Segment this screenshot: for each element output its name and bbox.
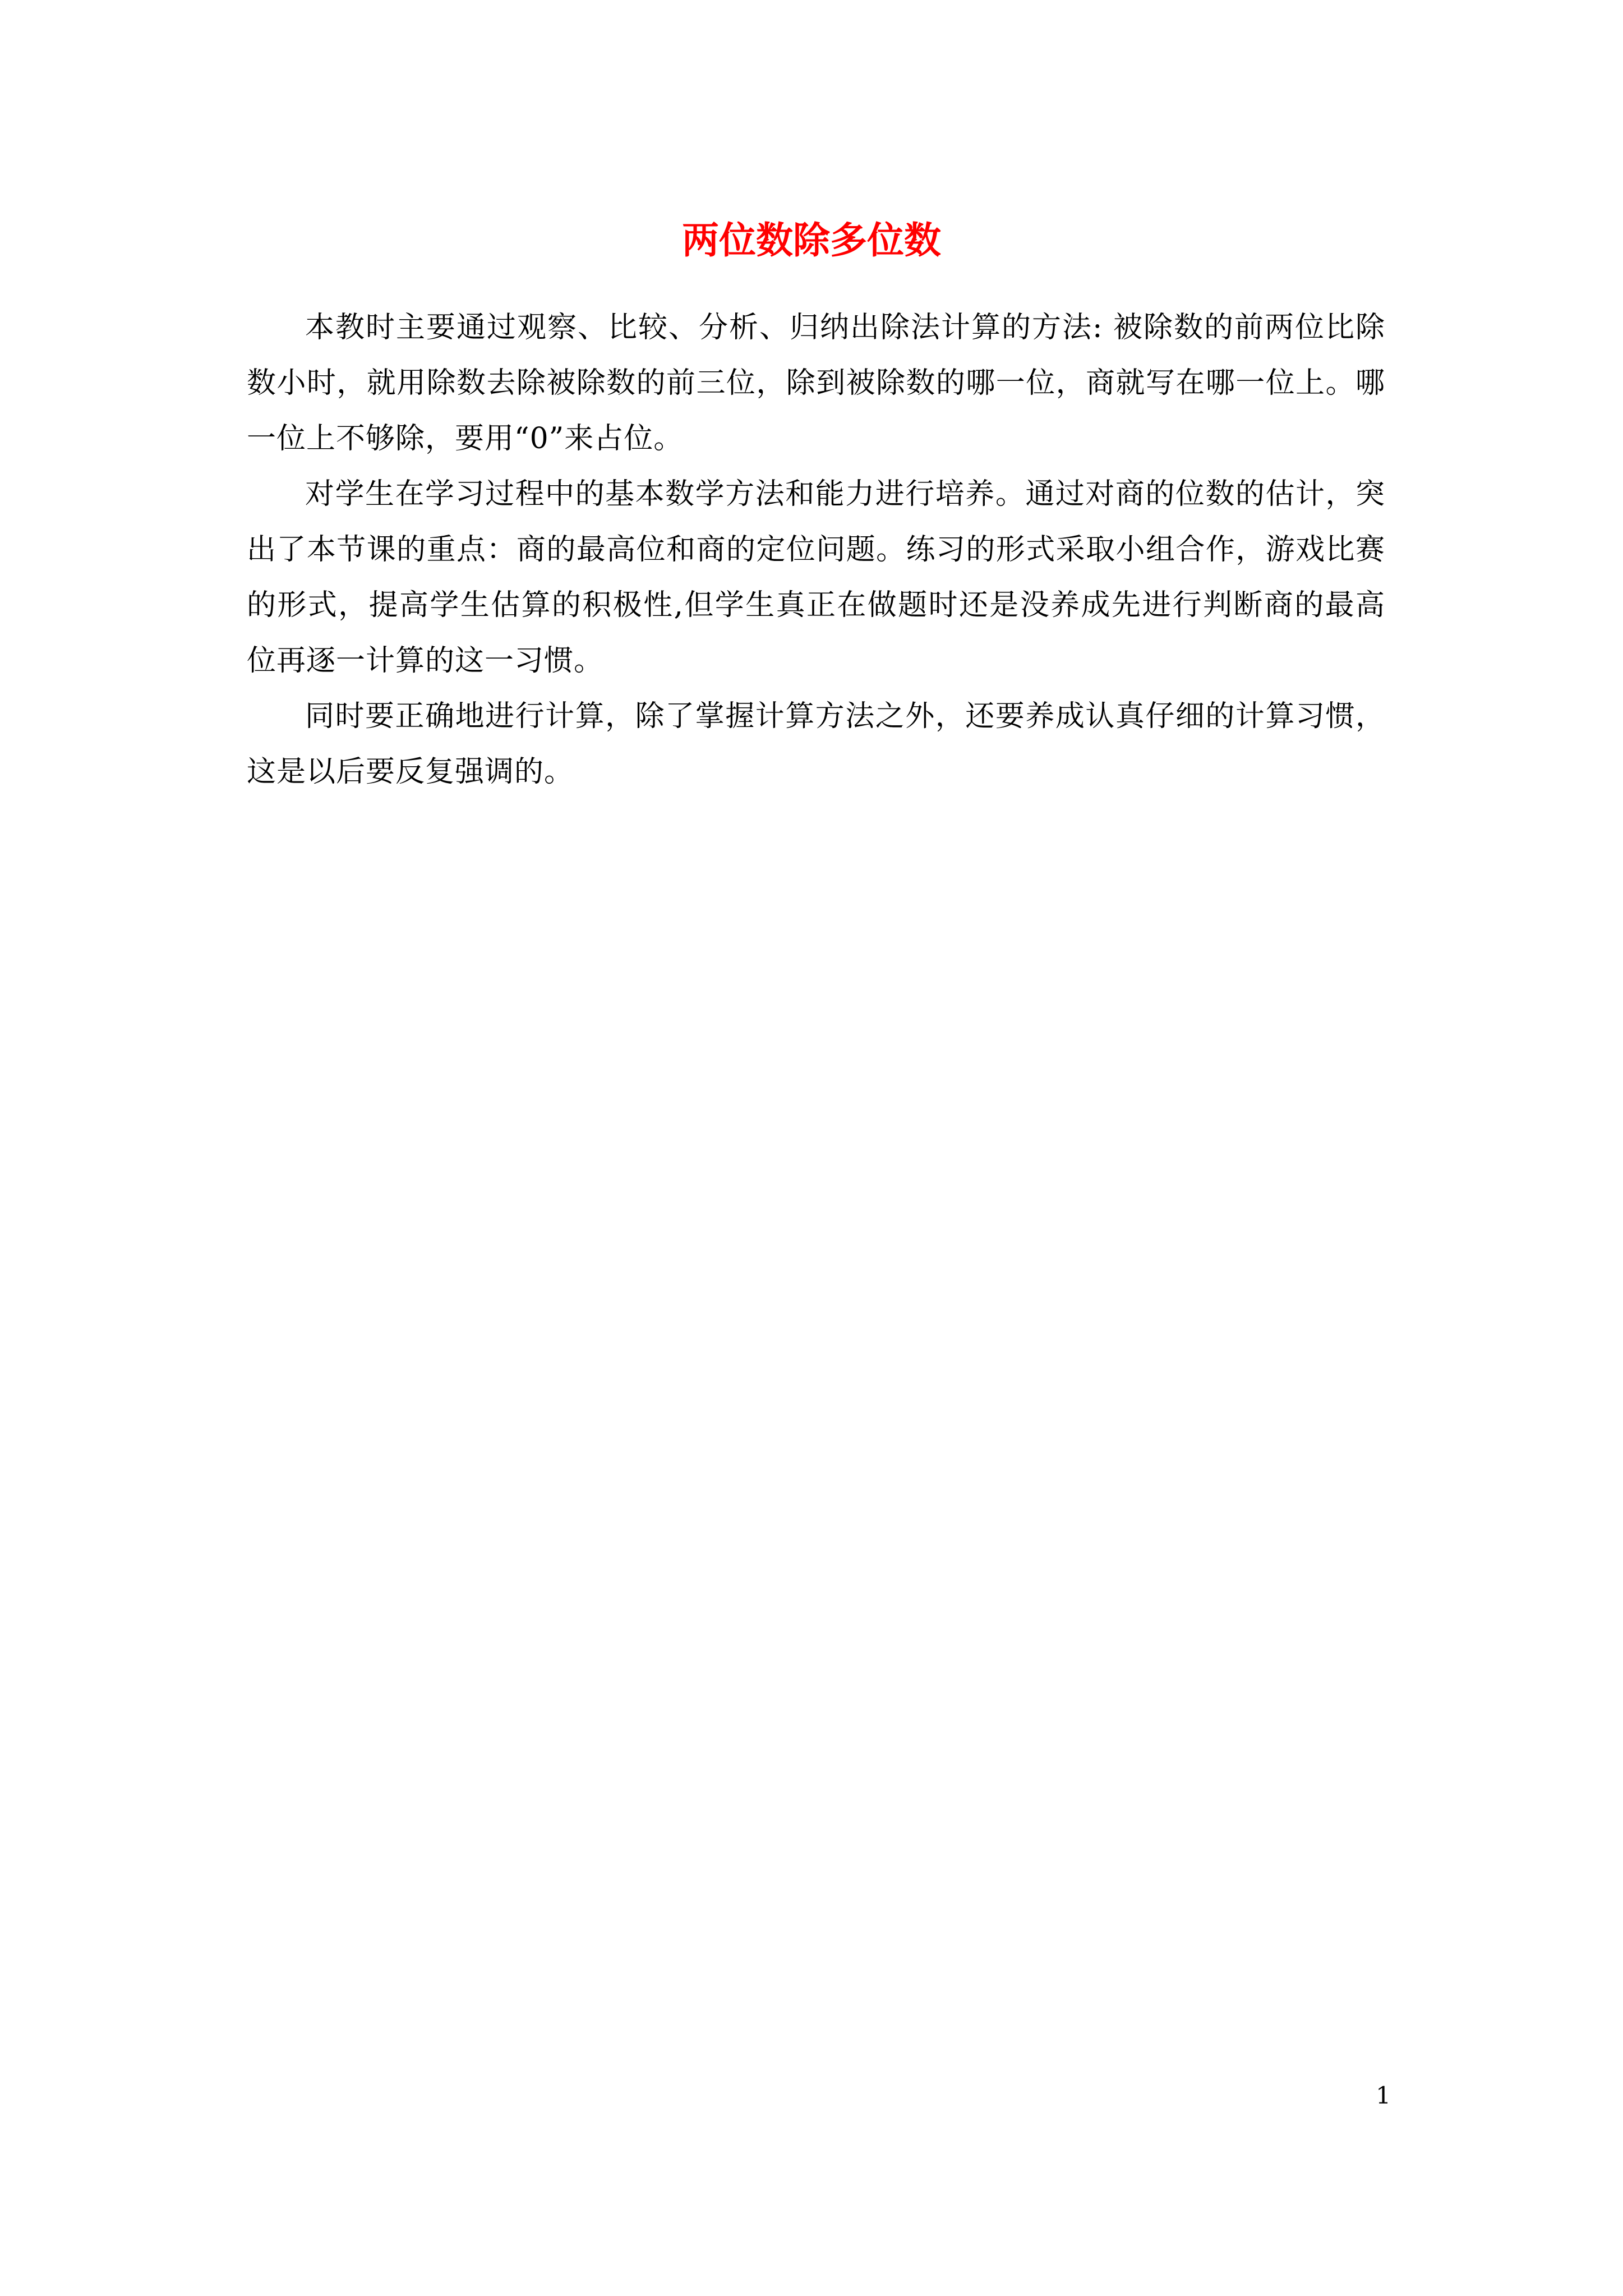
paragraph-2: 对学生在学习过程中的基本数学方法和能力进行培养。通过对商的位数的估计，突出了本节课的重点：商的最高位和商的定位问题。练习的形式采取小组合作，游戏比赛的形式，提高学生估算的积极性,但学生真正在做题时还是没养成先进行判断商的最高位再逐一计算的这一习惯。 bbox=[247, 477, 1385, 678]
document-body bbox=[247, 300, 1385, 800]
page-number: 1 bbox=[1376, 2082, 1391, 2109]
paragraph-3: 同时要正确地进行计算，除了掌握计算方法之外，还要养成认真仔细的计算习惯，这是以后要反复强调的。 bbox=[247, 700, 1385, 789]
paragraph-1: 本教时主要通过观察、比较、分析、归纳出除法计算的方法: 被除数的前两位比除数小时，就用除数去除被除数的前三位，除到被除数的哪一位，商就写在哪一位上。哪一位上不够除，要用“0”来占位。 bbox=[247, 311, 1385, 455]
document-title: 两位数除多位数 bbox=[682, 218, 941, 262]
